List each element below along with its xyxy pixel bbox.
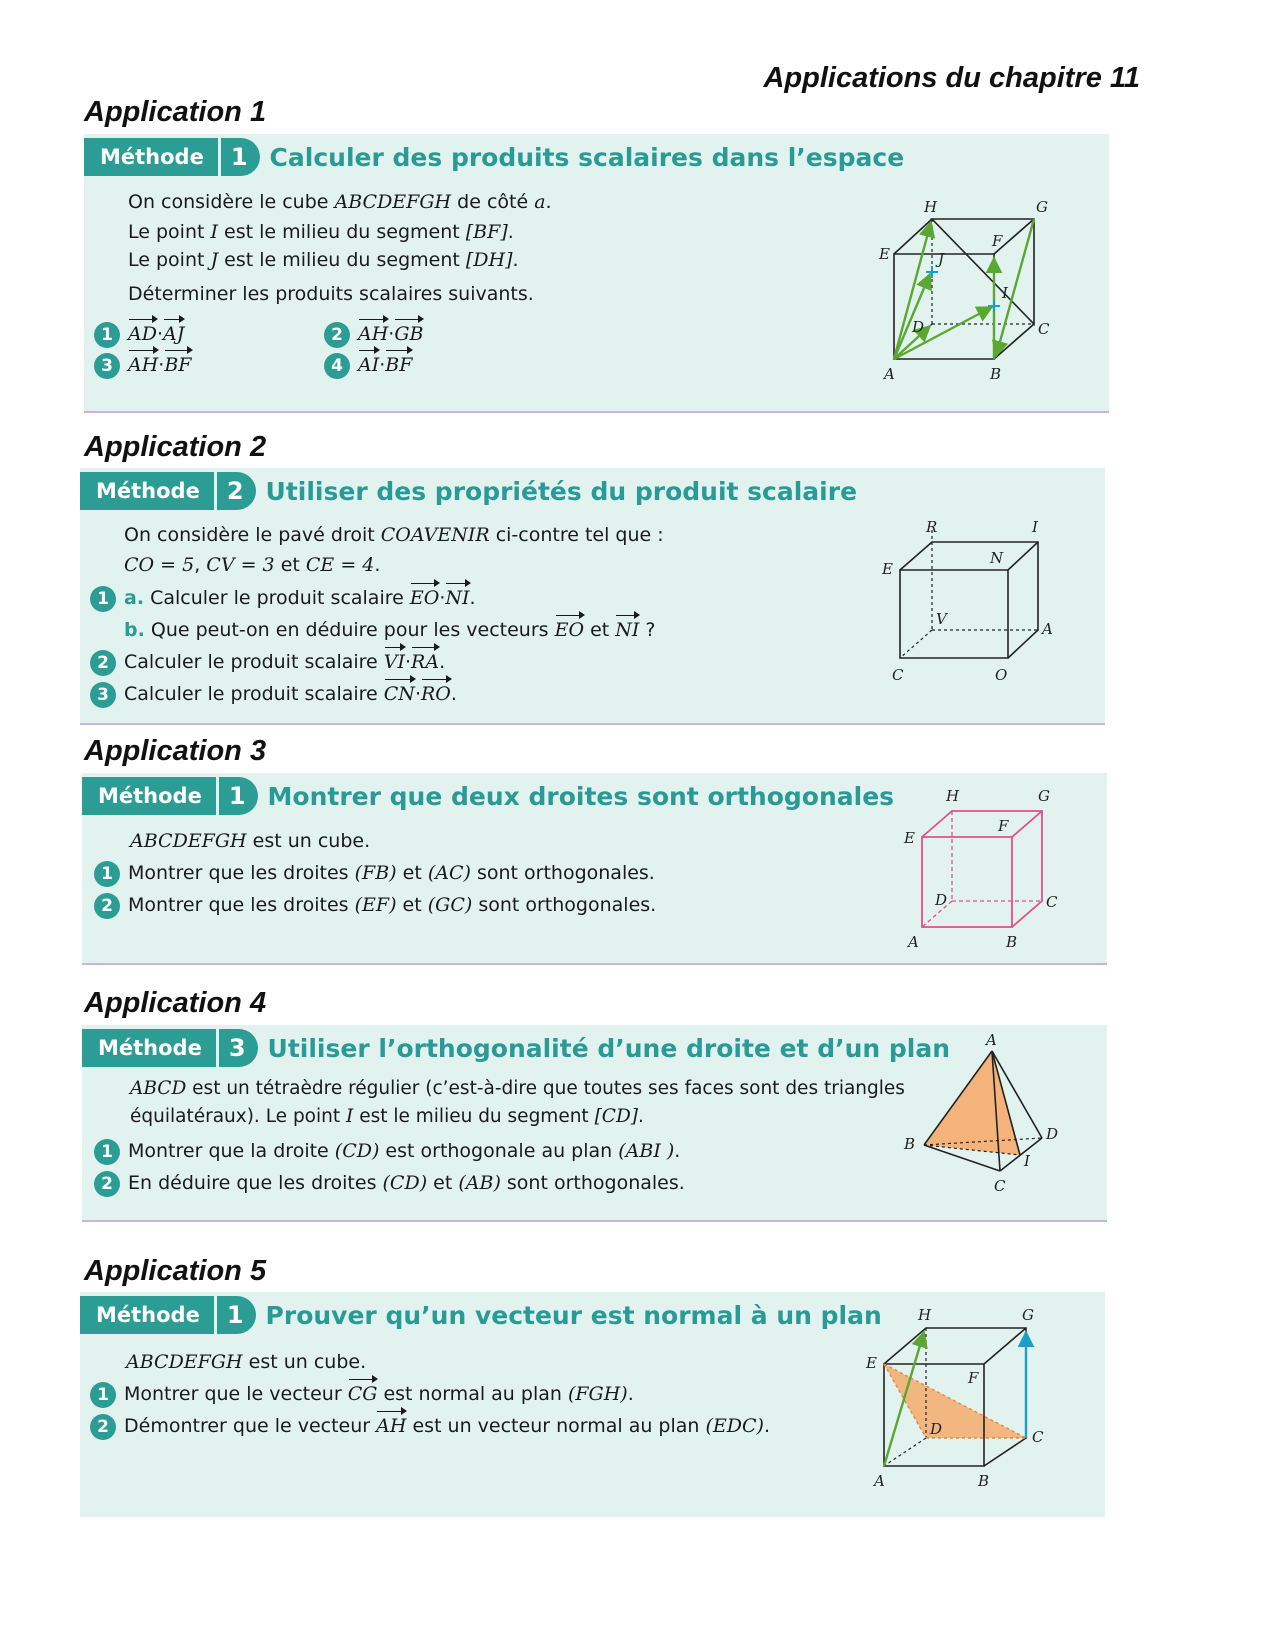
method-number: 3 (228, 1034, 246, 1062)
method-badge (80, 472, 256, 510)
label-b: B (1006, 933, 1018, 951)
label-f: F (968, 1369, 979, 1387)
label-a: A (874, 1472, 885, 1490)
label-g: G (1038, 787, 1050, 805)
method-header (82, 1029, 950, 1067)
label-j: J (938, 250, 945, 268)
method-number: 1 (226, 1301, 244, 1329)
label-a: A (986, 1031, 997, 1049)
pink-cube-figure (902, 787, 1082, 957)
label-c: C (1046, 893, 1058, 911)
question-1: 1 AD·AJ (94, 318, 184, 350)
cube-figure (874, 194, 1074, 394)
intro-line: ABCDEFGH est un cube. (130, 830, 371, 852)
label-c: C (1038, 320, 1050, 338)
application-4-title: Application 4 (84, 987, 267, 1019)
application-5-box (80, 1292, 1105, 1517)
method-badge (82, 1029, 258, 1067)
label-a: A (884, 365, 895, 383)
method-number: 1 (228, 782, 246, 810)
exercise-text (130, 1075, 905, 1131)
label-d: D (930, 1420, 943, 1438)
label-f: F (998, 817, 1009, 835)
vector-ai (894, 307, 992, 359)
exercise-text (124, 520, 664, 580)
method-label: Méthode (100, 145, 204, 169)
label-b: B (978, 1472, 990, 1490)
method-label: Méthode (98, 1036, 202, 1060)
question-2: 2 En déduire que les droites (CD) et (AB) sont orthogonales. (94, 1167, 685, 1199)
method-header (82, 777, 894, 815)
method-header (84, 138, 904, 176)
question-2: 2 Démontrer que le vecteur AH est un vecteur normal au plan (EDC). (90, 1410, 770, 1442)
application-1-title: Application 1 (84, 96, 267, 128)
method-number: 2 (226, 477, 244, 505)
method-number: 1 (230, 143, 248, 171)
label-d: D (912, 318, 925, 336)
method-header (80, 1296, 882, 1334)
method-badge (84, 138, 260, 176)
method-title: Calculer des produits scalaires dans l’espace (269, 142, 905, 172)
label-g: G (1036, 198, 1048, 216)
label-i: I (1024, 1152, 1030, 1170)
exercise-text (128, 186, 552, 310)
method-badge (80, 1296, 256, 1334)
label-h: H (946, 787, 960, 805)
intro-line-1: ABCD est un tétraèdre régulier (c’est-à-dire que toutes ses faces sont des triangles (130, 1078, 905, 1099)
question-2: 2 AH·GB (324, 318, 423, 350)
application-4-box (82, 1025, 1107, 1222)
label-e: E (866, 1354, 877, 1372)
label-a: A (1042, 620, 1053, 638)
question-1: 1 Montrer que la droite (CD) est orthogonale au plan (ABI ). (94, 1135, 680, 1167)
label-c: C (994, 1177, 1006, 1195)
method-label: Méthode (96, 479, 200, 503)
application-1-box (84, 134, 1109, 413)
vector-aj (894, 274, 930, 359)
label-c: C (892, 666, 904, 684)
label-b: B (904, 1135, 916, 1153)
intro-line-2: équilatéraux). Le point I est le milieu du segment [CD]. (130, 1106, 644, 1127)
label-v: V (936, 610, 947, 628)
point-j-line: Le point J est le milieu du segment [DH]. (128, 249, 519, 271)
label-f: F (992, 232, 1003, 250)
label-o: O (995, 666, 1008, 684)
method-title: Prouver qu’un vecteur est normal à un plan (265, 1300, 882, 1330)
tetrahedron-figure (902, 1033, 1082, 1213)
dimensions-line: CO = 5, CV = 3 et CE = 4. (124, 554, 381, 576)
label-h: H (918, 1306, 932, 1324)
task-line: Déterminer les produits scalaires suivants. (128, 283, 534, 305)
label-a: A (908, 933, 919, 951)
label-e: E (904, 829, 915, 847)
question-1a: 1 a. Calculer le produit scalaire EO·NI. (90, 582, 476, 614)
method-title: Montrer que deux droites sont orthogonales (267, 781, 895, 811)
cuboid-figure (880, 518, 1080, 698)
question-3: 3 AH·BF (94, 349, 192, 381)
question-3: 3 Calculer le produit scalaire CN·RO. (90, 678, 457, 710)
page-header: Applications du chapitre 11 (763, 62, 1140, 94)
question-2: 2 Montrer que les droites (EF) et (GC) sont orthogonales. (94, 889, 656, 921)
method-title: Utiliser des propriétés du produit scalaire (265, 476, 858, 506)
label-d: D (935, 891, 948, 909)
label-i: I (1002, 284, 1008, 302)
question-1: 1 Montrer que les droites (FB) et (AC) sont orthogonales. (94, 857, 655, 889)
intro-line: On considère le pavé droit COAVENIR ci-contre tel que : (124, 524, 664, 546)
question-4: 4 AI·BF (324, 349, 412, 381)
label-d: D (1046, 1125, 1059, 1143)
application-5-title: Application 5 (84, 1255, 267, 1287)
method-badge (82, 777, 258, 815)
application-2-title: Application 2 (84, 431, 267, 463)
intro-line: On considère le cube ABCDEFGH de côté a. (128, 191, 552, 213)
label-r: R (926, 518, 938, 536)
label-c: C (1032, 1428, 1044, 1446)
label-n: N (990, 549, 1004, 567)
label-h: H (924, 198, 938, 216)
point-i-line: Le point I est le milieu du segment [BF]. (128, 221, 514, 243)
question-1: 1 Montrer que le vecteur CG est normal au plan (FGH). (90, 1378, 634, 1410)
label-b: B (990, 365, 1002, 383)
cube-normal-figure (860, 1306, 1080, 1506)
method-label: Méthode (98, 784, 202, 808)
label-i: I (1032, 518, 1038, 536)
label-e: E (879, 245, 890, 263)
application-3-title: Application 3 (84, 735, 267, 767)
application-2-box (80, 468, 1105, 725)
method-title: Utiliser l’orthogonalité d’une droite et d’un plan (267, 1033, 951, 1063)
vector-ah (894, 222, 931, 359)
label-g: G (1022, 1306, 1034, 1324)
label-e: E (882, 560, 893, 578)
application-3-box (82, 773, 1107, 965)
method-header (80, 472, 857, 510)
question-1b: b. Que peut-on en déduire pour les vecteurs EO et NI ? (124, 614, 656, 646)
question-2: 2 Calculer le produit scalaire VI·RA. (90, 646, 445, 678)
method-label: Méthode (96, 1303, 200, 1327)
intro-line: ABCDEFGH est un cube. (126, 1351, 367, 1373)
